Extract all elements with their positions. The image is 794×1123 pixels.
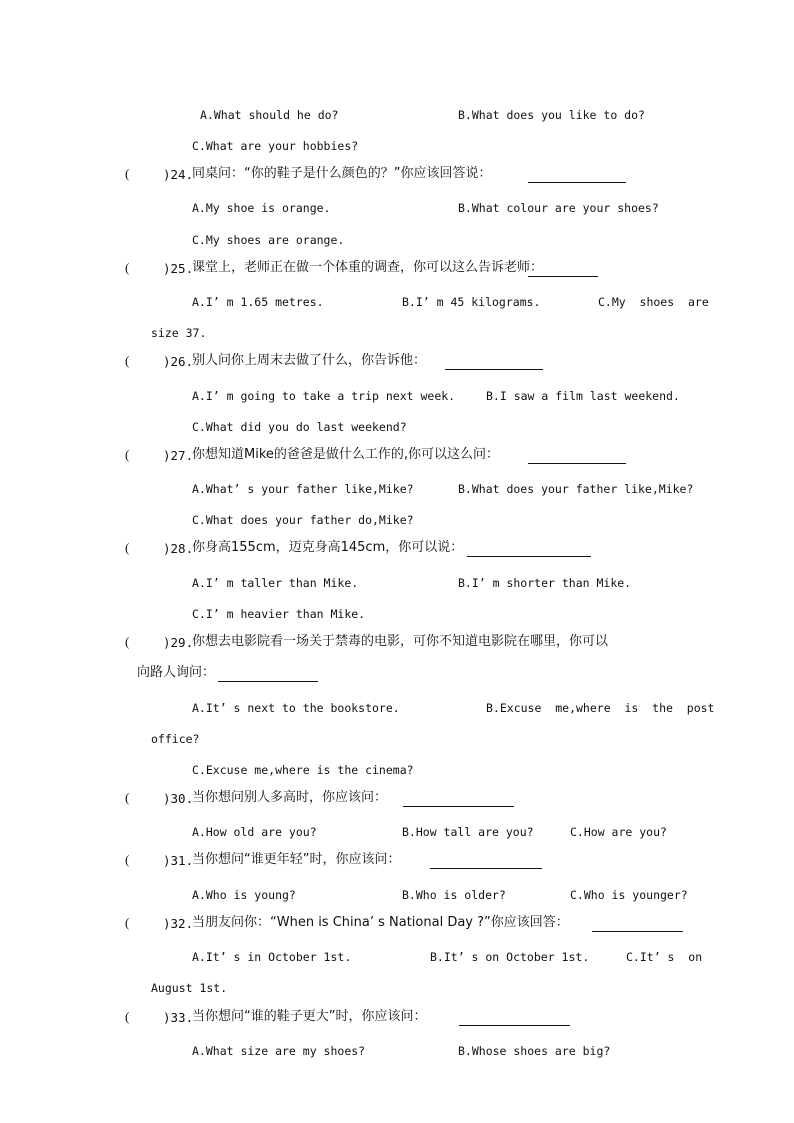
- option-a: A.How old are you?: [192, 825, 317, 839]
- option-c: C.My shoes are orange.: [192, 233, 345, 247]
- option-b: B.I saw a film last weekend.: [486, 389, 680, 403]
- question-prompt: 课堂上，老师正在做一个体重的调查，你可以这么告诉老师：: [192, 260, 544, 275]
- option-c: C.My shoes are: [598, 295, 709, 309]
- option-b: B.It’ s on October 1st.: [430, 950, 590, 964]
- question-number: )27.: [163, 448, 194, 463]
- q23-option-a: A.What should he do?: [200, 108, 339, 122]
- answer-paren: (: [125, 260, 130, 275]
- option-c: C.Excuse me,where is the cinema?: [192, 763, 414, 777]
- option-b: B.Who is older?: [402, 888, 506, 902]
- question-number: )33.: [163, 1010, 194, 1025]
- question-number: )26.: [163, 354, 194, 369]
- question-prompt: 同桌问：“你的鞋子是什么颜色的？”你应该回答说：: [192, 166, 492, 181]
- question-prompt: 当你想问“谁的鞋子更大”时，你应该问：: [192, 1009, 427, 1024]
- answer-paren: (: [125, 1009, 130, 1024]
- option-b-continued: office?: [151, 732, 200, 746]
- answer-blank[interactable]: [592, 917, 683, 932]
- option-c: C.It’ s on: [626, 950, 703, 964]
- q23-option-c: C.What are your hobbies?: [192, 139, 359, 153]
- answer-blank[interactable]: [459, 1011, 570, 1026]
- answer-paren: (: [125, 790, 130, 805]
- question-number: )25.: [163, 261, 194, 276]
- option-a: A.I’ m taller than Mike.: [192, 576, 359, 590]
- answer-paren: (: [125, 166, 130, 181]
- option-c: C.How are you?: [570, 825, 667, 839]
- option-a: A.I’ m 1.65 metres.: [192, 295, 324, 309]
- question-prompt: 你身高155cm，迈克身高145cm，你可以说：: [192, 540, 464, 555]
- answer-blank[interactable]: [528, 262, 598, 277]
- option-c-continued: August 1st.: [151, 981, 228, 995]
- question-prompt-continued: 向路人询问：: [137, 665, 216, 680]
- question-prompt: 你想知道Mike的爸爸是做什么工作的,你可以这么问：: [192, 447, 500, 462]
- question-prompt: 当朋友问你：“When is China’ s National Day ?”你应该回答：: [192, 915, 569, 930]
- question-prompt: 你想去电影院看一场关于禁毒的电影，可你不知道电影院在哪里，你可以: [192, 634, 609, 649]
- q23-option-b: B.What does you like to do?: [458, 108, 645, 122]
- option-a: A.What size are my shoes?: [192, 1044, 366, 1058]
- option-b: B.Whose shoes are big?: [458, 1044, 611, 1058]
- question-number: )24.: [163, 167, 194, 182]
- option-a: A.What’ s your father like,Mike?: [192, 482, 414, 496]
- answer-blank[interactable]: [528, 168, 626, 183]
- answer-blank[interactable]: [467, 542, 591, 557]
- option-a: A.It’ s in October 1st.: [192, 950, 352, 964]
- answer-blank[interactable]: [403, 792, 514, 807]
- answer-blank[interactable]: [445, 355, 543, 370]
- question-prompt: 别人问你上周末去做了什么，你告诉他：: [192, 353, 427, 368]
- option-a: A.I’ m going to take a trip next week.: [192, 389, 456, 403]
- option-a: A.It’ s next to the bookstore.: [192, 701, 400, 715]
- answer-paren: (: [125, 634, 130, 649]
- option-a: A.Who is young?: [192, 888, 296, 902]
- question-number: )32.: [163, 916, 194, 931]
- question-prompt: 当你想问别人多高时，你应该问：: [192, 790, 388, 805]
- option-c: C.What does your father do,Mike?: [192, 513, 414, 527]
- option-c-continued: size 37.: [151, 326, 207, 340]
- option-c: C.What did you do last weekend?: [192, 420, 407, 434]
- answer-blank[interactable]: [218, 667, 318, 682]
- answer-paren: (: [125, 852, 130, 867]
- option-b: B.I’ m shorter than Mike.: [458, 576, 632, 590]
- question-prompt: 当你想问“谁更年轻”时，你应该问：: [192, 852, 401, 867]
- question-number: )28.: [163, 541, 194, 556]
- option-c: C.Who is younger?: [570, 888, 688, 902]
- option-b: B.What colour are your shoes?: [458, 201, 659, 215]
- question-number: )31.: [163, 853, 194, 868]
- answer-blank[interactable]: [528, 449, 626, 464]
- option-c: C.I’ m heavier than Mike.: [192, 607, 366, 621]
- option-b: B.How tall are you?: [402, 825, 534, 839]
- option-a: A.My shoe is orange.: [192, 201, 331, 215]
- answer-paren: (: [125, 447, 130, 462]
- question-number: )29.: [163, 635, 194, 650]
- option-b: B.What does your father like,Mike?: [458, 482, 694, 496]
- answer-blank[interactable]: [430, 854, 542, 869]
- option-b: B.Excuse me,where is the post: [486, 701, 715, 715]
- answer-paren: (: [125, 353, 130, 368]
- answer-paren: (: [125, 540, 130, 555]
- answer-paren: (: [125, 915, 130, 930]
- question-number: )30.: [163, 791, 194, 806]
- option-b: B.I’ m 45 kilograms.: [402, 295, 541, 309]
